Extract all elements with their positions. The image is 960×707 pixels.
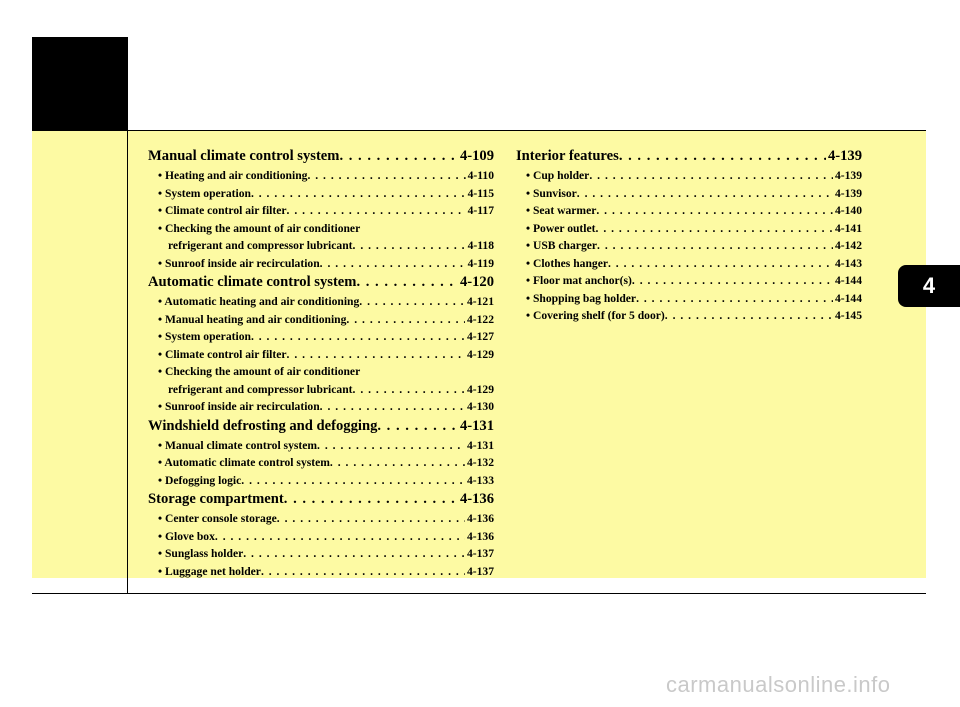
toc-item-page: 4-131	[466, 438, 494, 452]
toc-item-page: 4-141	[834, 221, 862, 235]
dot-leader	[608, 255, 833, 273]
dot-leader	[346, 311, 465, 329]
toc-section-heading-label: Interior features	[516, 148, 619, 164]
toc-item-page: 4-144	[834, 274, 862, 287]
toc-item[interactable]	[148, 202, 494, 220]
toc-section-heading[interactable]	[148, 489, 494, 510]
chapter-number: 4	[922, 273, 936, 298]
toc-section-heading-label: Manual climate control system	[148, 148, 340, 164]
toc-item-page: 4-133	[466, 473, 494, 487]
dot-leader	[353, 237, 466, 255]
toc-item-label: • Automatic climate control system	[158, 456, 330, 469]
toc-item-page: 4-119	[467, 256, 494, 270]
toc-item[interactable]	[148, 311, 494, 329]
toc-item[interactable]	[148, 167, 494, 185]
toc-section-heading-label: Automatic climate control system	[148, 274, 357, 290]
toc-item-page: 4-132	[466, 456, 494, 469]
dot-leader	[619, 146, 826, 167]
toc-item-label: • Floor mat anchor(s)	[526, 274, 632, 287]
dot-leader	[377, 416, 458, 437]
dot-leader	[287, 346, 465, 364]
toc-item-label: • Manual heating and air conditioning	[158, 312, 347, 326]
chapter-header-block	[32, 37, 128, 131]
dot-leader	[287, 202, 466, 220]
dot-leader	[339, 146, 457, 167]
toc-item[interactable]	[148, 185, 494, 203]
toc-item-page: 4-139	[834, 186, 862, 200]
toc-item-label: • Manual climate control system	[158, 438, 318, 452]
toc-item-page: 4-140	[834, 204, 862, 217]
dot-leader	[215, 528, 465, 546]
toc-section-heading[interactable]	[148, 146, 494, 167]
toc-item-label: • System operation	[158, 330, 251, 343]
watermark: carmanualsonline.info	[666, 672, 891, 697]
toc-item-continuation[interactable]	[148, 381, 494, 399]
toc-item-continuation-label: refrigerant and compressor lubricant	[168, 239, 353, 252]
toc-item-page: 4-145	[834, 309, 862, 322]
dot-leader	[251, 328, 465, 346]
toc-item[interactable]	[148, 437, 494, 455]
toc-item[interactable]	[516, 220, 862, 238]
toc-item[interactable]	[516, 202, 862, 220]
toc-right-column	[516, 146, 862, 325]
toc-item-page: 4-137	[466, 564, 494, 578]
toc-item-continuation-label: refrigerant and compressor lubricant	[168, 382, 353, 396]
toc-item-page: 4-117	[467, 204, 494, 217]
toc-section-heading-page: 4-131	[459, 417, 494, 434]
toc-item-label: • Sunroof inside air recirculation	[158, 400, 320, 413]
toc-item[interactable]	[516, 185, 862, 203]
toc-item-label: • USB charger	[526, 239, 598, 252]
chapter-tab[interactable]	[898, 265, 960, 307]
toc-item-label: • Automatic heating and air conditioning	[158, 295, 360, 308]
dot-leader	[597, 237, 833, 255]
toc-item[interactable]	[516, 255, 862, 273]
toc-item-label: • Climate control air filter	[158, 204, 287, 217]
toc-item[interactable]	[148, 255, 494, 273]
toc-item-page: 4-129	[466, 347, 494, 361]
toc-section-heading[interactable]	[148, 272, 494, 293]
dot-leader	[596, 220, 833, 238]
toc-item-label: • Sunglass holder	[158, 547, 244, 560]
toc-item-label: • Clothes hanger	[526, 256, 608, 270]
toc-item-continuation-page: 4-118	[467, 239, 494, 252]
dot-leader	[353, 381, 465, 399]
dot-leader	[317, 437, 465, 455]
toc-section-heading-page: 4-120	[459, 274, 494, 290]
toc-item-label: • Checking the amount of air conditioner	[158, 221, 361, 235]
toc-section-heading-label: Storage compartment	[148, 491, 284, 507]
toc-item-page: 4-143	[834, 256, 862, 270]
dot-leader	[577, 185, 833, 203]
toc-item-page: 4-136	[466, 512, 494, 525]
toc-item[interactable]	[148, 220, 494, 238]
toc-item-label: • Luggage net holder	[158, 564, 261, 578]
toc-section-heading[interactable]	[148, 416, 494, 437]
toc-item[interactable]	[148, 328, 494, 346]
toc-item-page: 4-139	[834, 169, 862, 182]
toc-item[interactable]	[148, 346, 494, 364]
dot-leader	[665, 307, 833, 325]
margin-rule	[127, 37, 128, 594]
toc-section-heading-label: Windshield defrosting and defogging	[148, 417, 378, 434]
dot-leader	[251, 185, 466, 203]
toc-item[interactable]	[148, 563, 494, 581]
toc-item[interactable]	[516, 272, 862, 290]
toc-item[interactable]	[148, 472, 494, 490]
toc-section-heading-page: 4-139	[827, 148, 862, 164]
dot-leader	[241, 472, 465, 490]
toc-item-page: 4-136	[466, 529, 494, 543]
toc-item-label: • System operation	[158, 186, 251, 200]
toc-item-label: • Sunvisor	[526, 186, 577, 200]
dot-leader	[636, 290, 833, 308]
toc-item-page: 4-110	[467, 169, 494, 182]
toc-item[interactable]	[148, 454, 494, 472]
toc-left-column	[148, 146, 494, 580]
toc-section-heading-page: 4-109	[459, 148, 494, 164]
dot-leader	[261, 563, 465, 581]
toc-item-page: 4-144	[834, 291, 862, 305]
toc-item[interactable]	[516, 167, 862, 185]
toc-item[interactable]	[148, 398, 494, 416]
toc-item-page: 4-122	[466, 312, 494, 326]
toc-item-label: • Checking the amount of air conditioner	[158, 365, 361, 378]
toc-item[interactable]	[148, 528, 494, 546]
toc-item-label: • Center console storage	[158, 512, 277, 525]
dot-leader	[596, 202, 833, 220]
toc-item-label: • Seat warmer	[526, 204, 597, 217]
toc-item-label: • Defogging logic	[158, 473, 242, 487]
toc-section-heading-page: 4-136	[459, 491, 494, 507]
dot-leader	[359, 293, 465, 311]
toc-item[interactable]	[516, 290, 862, 308]
dot-leader	[277, 510, 465, 528]
toc-item[interactable]	[516, 237, 862, 255]
dot-leader	[243, 545, 465, 563]
toc-item-label: • Cup holder	[526, 169, 590, 182]
toc-item[interactable]	[516, 307, 862, 325]
toc-item-continuation-page: 4-129	[466, 382, 494, 396]
toc-item[interactable]	[148, 293, 494, 311]
toc-item-page: 4-130	[466, 400, 494, 413]
toc-item-label: • Sunroof inside air recirculation	[158, 256, 320, 270]
dot-leader	[284, 489, 458, 510]
dot-leader	[632, 272, 833, 290]
toc-item[interactable]	[148, 363, 494, 381]
dot-leader	[330, 454, 465, 472]
dot-leader	[589, 167, 833, 185]
toc-item-label: • Climate control air filter	[158, 347, 287, 361]
toc-item-label: • Shopping bag holder	[526, 291, 637, 305]
toc-item-label: • Heating and air conditioning	[158, 169, 308, 182]
dot-leader	[320, 398, 465, 416]
toc-item-page: 4-137	[466, 547, 494, 560]
footer-rule	[32, 593, 926, 594]
dot-leader	[307, 167, 465, 185]
toc-item-continuation[interactable]	[148, 237, 494, 255]
toc-item-page: 4-127	[466, 330, 494, 343]
toc-item-page: 4-142	[834, 239, 862, 252]
toc-item[interactable]	[148, 545, 494, 563]
toc-item-label: • Covering shelf (for 5 door)	[526, 309, 665, 322]
toc-item-page: 4-115	[467, 186, 494, 200]
toc-item-label: • Glove box	[158, 529, 215, 543]
toc-item-page: 4-121	[466, 295, 494, 308]
dot-leader	[320, 255, 466, 273]
toc-item[interactable]	[148, 510, 494, 528]
toc-section-heading[interactable]	[516, 146, 862, 167]
toc-item-label: • Power outlet	[526, 221, 596, 235]
dot-leader	[356, 272, 457, 293]
